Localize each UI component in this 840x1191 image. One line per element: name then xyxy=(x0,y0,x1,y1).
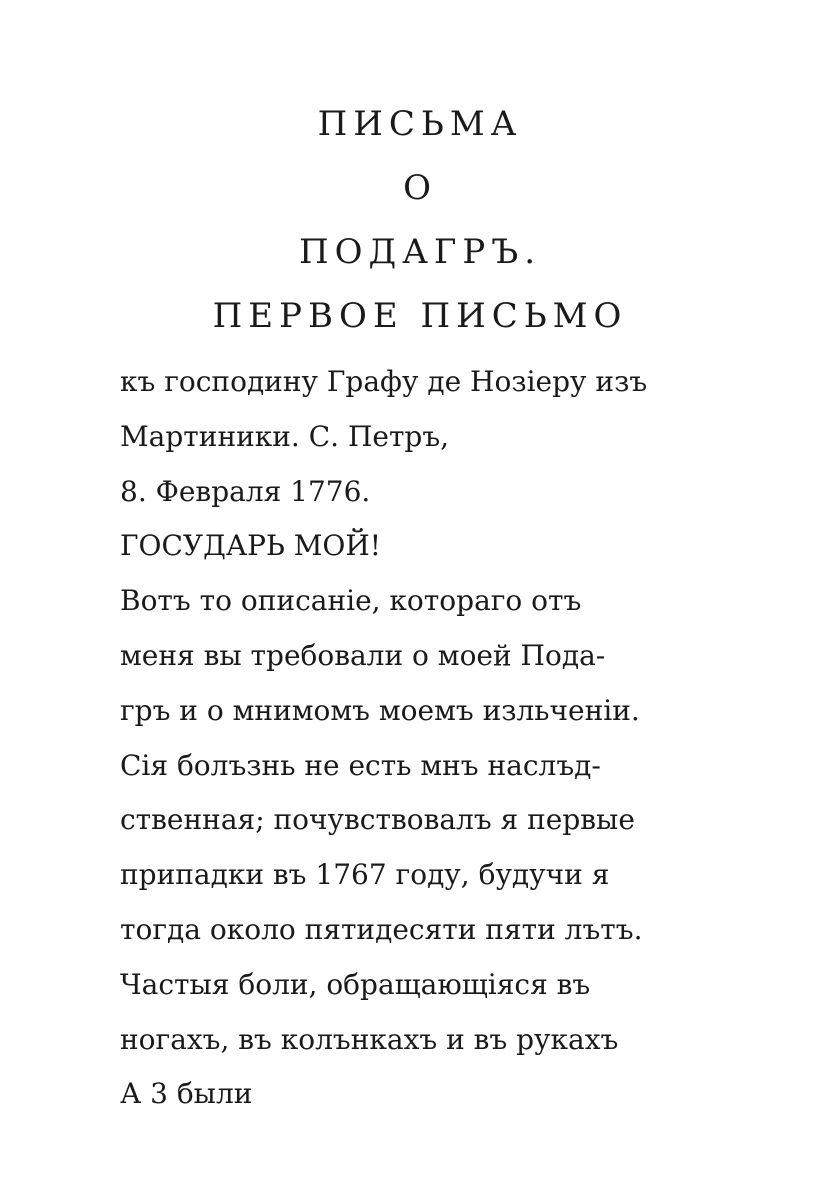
body-line: Частыя боли, обращающіяся въ xyxy=(120,967,591,1001)
body-line: ногахъ, въ колънкахъ и въ рукахъ xyxy=(120,1022,619,1056)
body-line: тогда около пятидесяти пяти лътъ. xyxy=(120,912,643,946)
body-line: меня вы требовали о моей Пода- xyxy=(120,638,606,672)
body-line: Сія болъзнь не есть мнъ наслъд- xyxy=(120,748,601,782)
word-o: О xyxy=(403,168,437,208)
title: ПИСЬМА xyxy=(317,104,523,144)
catchword: были xyxy=(176,1077,253,1111)
address-2: Мартиники. С. Петръ, xyxy=(120,419,450,453)
body-line: припадки въ 1767 году, будучи я xyxy=(120,858,610,892)
salutation: ГОСУДАРЬ МОЙ! xyxy=(120,529,382,563)
page-footer xyxy=(120,1072,720,1117)
date: 8. Февраля 1776. xyxy=(120,474,371,508)
letter-title: ПЕРВОЕ ПИСЬМО xyxy=(212,296,628,336)
subject: ПОДАГРЪ. xyxy=(298,232,542,272)
body-line: Вотъ то описаніе, котораго отъ xyxy=(120,584,582,618)
drop-cap: В xyxy=(120,584,141,618)
signature-mark: А 3 xyxy=(120,1077,168,1111)
body-line: гръ и о мнимомъ моемъ изльченіи. xyxy=(120,693,640,727)
body-text xyxy=(120,579,720,1062)
address-1: къ господину Графу де Нозіеру изъ xyxy=(120,365,648,398)
body-line: ственная; почувствовалъ я первые xyxy=(120,803,635,837)
